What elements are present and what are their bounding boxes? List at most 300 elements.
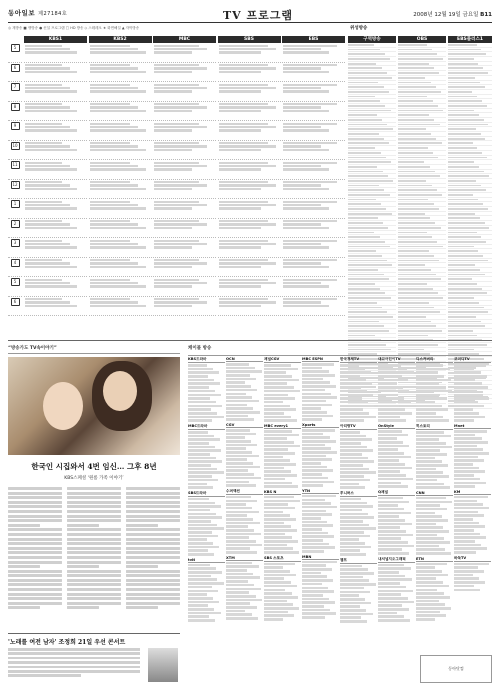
- cable-listing-line: [226, 433, 256, 436]
- cable-listing-line: [416, 570, 442, 573]
- program-slot: [218, 63, 281, 83]
- cable-listing-line: [454, 570, 484, 573]
- concert-text-line: [8, 652, 140, 655]
- cable-listing-line: [188, 453, 210, 456]
- cable-listing-line: [454, 574, 473, 577]
- cable-channel-name: 디스커버리: [416, 357, 453, 363]
- program-slot: [153, 43, 216, 63]
- cable-channel-block: [226, 489, 263, 554]
- cable-listing-line: [264, 563, 295, 566]
- cable-listing-line: [416, 611, 440, 614]
- listing-line: [154, 301, 207, 303]
- cable-listing-line: [264, 459, 290, 462]
- cable-listing-line: [302, 550, 324, 553]
- body-text-line: [126, 538, 180, 541]
- cable-listing-line: [340, 576, 363, 579]
- listing-line: [90, 67, 139, 69]
- cable-listing-line: [264, 574, 296, 577]
- cable-listing-line: [416, 563, 447, 566]
- listing-line: [25, 201, 62, 203]
- listing-line: [219, 298, 268, 300]
- body-text-line: [8, 565, 40, 568]
- listing-line: [154, 162, 199, 164]
- channel-column: [218, 36, 281, 336]
- listing-line: [25, 301, 70, 303]
- cable-listing-line: [264, 592, 292, 595]
- program-slot: [153, 82, 216, 102]
- listing-line: [283, 126, 321, 128]
- cable-listing-line: [340, 460, 374, 463]
- cable-listing-line: [302, 609, 330, 612]
- cable-listing-line: [188, 575, 211, 578]
- body-text-line: [126, 570, 180, 573]
- program-slot: [282, 63, 345, 83]
- cable-listing-line: [340, 471, 376, 474]
- cable-listing-line: [416, 603, 445, 606]
- listing-line: [25, 149, 77, 151]
- cable-listing-line: [378, 482, 401, 485]
- cable-listing-line: [264, 533, 285, 536]
- listing-line: [25, 259, 62, 261]
- cable-listing-line: [340, 435, 366, 438]
- listing-line: [154, 227, 192, 229]
- cable-listing-line: [378, 578, 412, 581]
- cable-listing-line: [302, 418, 322, 421]
- cable-listing-line: [226, 447, 246, 450]
- cable-listing-line: [302, 502, 331, 505]
- cable-listing-line: [302, 444, 325, 447]
- channel-header: MBC: [153, 36, 216, 43]
- cable-channel-block: [416, 557, 453, 621]
- listing-line: [154, 67, 207, 69]
- concert-text-line: [8, 648, 140, 651]
- cable-listing-line: [264, 585, 297, 588]
- listing-line: [154, 266, 192, 268]
- cable-listing-line: [454, 566, 478, 569]
- cable-listing-line: [264, 496, 294, 499]
- cable-listing-line: [416, 577, 436, 580]
- cable-listing-line: [226, 458, 247, 461]
- schedule-grid: [8, 36, 346, 336]
- body-text-line: [67, 524, 99, 527]
- cable-listing-line: [340, 368, 365, 371]
- body-text-line: [126, 574, 180, 577]
- body-text-line: [67, 492, 121, 495]
- channel-header: KBS2: [89, 36, 152, 43]
- cable-listing-line: [264, 470, 291, 473]
- listing-line: [283, 142, 337, 144]
- cable-listing-line: [340, 609, 366, 612]
- listing-line: [283, 298, 337, 300]
- cable-listing-line: [302, 462, 321, 465]
- cable-listing-line: [416, 508, 447, 511]
- cable-listing-line: [454, 581, 485, 584]
- listing-line: [90, 246, 147, 248]
- publication-name: [8, 8, 67, 17]
- listing-line: [283, 301, 321, 303]
- cable-listing-line: [188, 401, 216, 404]
- listing-line: [154, 84, 199, 86]
- listing-line: [219, 305, 261, 307]
- cable-listing-line: [264, 416, 291, 419]
- cable-listing-line: [416, 596, 450, 599]
- listing-line: [154, 259, 199, 261]
- listing-line: [283, 259, 337, 261]
- body-text-line: [126, 533, 180, 536]
- cable-listing-line: [340, 475, 364, 478]
- cable-listing-line: [226, 484, 256, 487]
- cable-listing-line: [264, 547, 293, 550]
- section-divider: [8, 340, 492, 341]
- listing-line: [90, 168, 147, 170]
- cable-listing-line: [188, 431, 208, 434]
- cable-channel-name: 한국경제TV: [340, 357, 377, 363]
- cable-listing-line: [226, 466, 260, 469]
- body-text-line: [8, 606, 40, 609]
- body-text-line: [8, 602, 62, 605]
- cable-listing-line: [378, 530, 406, 533]
- body-text-line: [8, 501, 62, 504]
- cable-channel-block: [454, 490, 491, 554]
- program-slot: [282, 199, 345, 219]
- cable-listing-line: [302, 440, 336, 443]
- cable-listing-line: [226, 462, 253, 465]
- listing-line: [219, 246, 261, 248]
- cable-listing-line: [416, 464, 448, 467]
- cable-listing-line: [340, 464, 363, 467]
- cable-listing-line: [226, 378, 256, 381]
- listing-line: [219, 301, 276, 303]
- concert-text-line: [8, 674, 81, 677]
- cable-channel-name: 대교어린이TV: [378, 357, 415, 363]
- cable-listing-line: [340, 565, 362, 568]
- cable-channel-name: 코미디TV: [454, 357, 491, 363]
- listing-line: [25, 223, 70, 225]
- body-text-line: [126, 496, 180, 499]
- cable-channel-block: [302, 423, 339, 487]
- cable-listing-line: [226, 573, 253, 576]
- listing-line: [90, 285, 147, 287]
- cable-listing-line: [188, 549, 208, 552]
- program-slot: [89, 258, 152, 278]
- cable-listing-line: [378, 456, 411, 459]
- cable-listing-line: [226, 588, 261, 591]
- cable-listing-line: [302, 568, 332, 571]
- program-slot: [282, 102, 345, 122]
- listing-line: [25, 106, 70, 108]
- cable-listing-line: [378, 485, 408, 488]
- cable-listing-line: [302, 411, 327, 414]
- cable-channel-name: 히스토리: [416, 424, 453, 430]
- listing-line: [90, 201, 131, 203]
- cable-listing-line: [226, 363, 249, 366]
- listing-line: [219, 227, 261, 229]
- listing-line: [219, 184, 276, 186]
- cable-listing-line: [454, 430, 487, 433]
- cable-listing-line: [264, 368, 298, 371]
- cable-listing-line: [378, 390, 409, 393]
- cable-listing-line: [264, 405, 290, 408]
- cable-listing-line: [416, 471, 443, 474]
- cable-listing-line: [416, 412, 436, 415]
- cable-listing-line: [264, 397, 295, 400]
- cable-channel-block: [264, 357, 301, 422]
- cable-column: [378, 357, 415, 683]
- cable-listing-line: [302, 499, 325, 502]
- program-slot: [153, 199, 216, 219]
- hour-slot: [8, 160, 22, 180]
- cable-channel-block: [416, 357, 453, 422]
- body-text-line: [8, 583, 62, 586]
- program-slot: [89, 82, 152, 102]
- cable-listing-line: [302, 539, 323, 542]
- cable-listing-line: [264, 485, 298, 488]
- listing-line: [154, 285, 192, 287]
- body-text-line: [8, 556, 62, 559]
- cable-listing-line: [226, 529, 254, 532]
- listing-line: [154, 123, 199, 125]
- cable-listing-line: [264, 589, 285, 592]
- cable-listing-line: [378, 593, 401, 596]
- hour-label: 12: [12, 181, 18, 187]
- listing-line: [25, 90, 77, 92]
- listing-line: [90, 262, 139, 264]
- cable-listing-line: [454, 470, 485, 473]
- cable-listing-line: [302, 601, 335, 604]
- body-text-line: [126, 579, 180, 582]
- body-text-line: [126, 487, 180, 490]
- time-column: [8, 36, 22, 336]
- listing-line: [283, 103, 337, 105]
- cable-listing-line: [416, 435, 451, 438]
- listing-line: [283, 305, 329, 307]
- cable-listing-line: [416, 394, 440, 397]
- cable-listing-line: [226, 606, 257, 609]
- concert-article: [8, 633, 180, 684]
- body-text-line: [67, 597, 121, 600]
- listing-line: [154, 262, 207, 264]
- cable-column: [188, 357, 225, 683]
- listing-line: [90, 123, 131, 125]
- body-text-line: [126, 505, 180, 508]
- program-slot: [282, 238, 345, 258]
- listing-line: [25, 262, 70, 264]
- cable-listing-line: [188, 375, 208, 378]
- cable-listing-line: [264, 503, 288, 506]
- body-text-line: [126, 583, 180, 586]
- hour-label: 7: [11, 83, 20, 91]
- listing-line: [90, 71, 147, 73]
- program-slot: [218, 277, 281, 297]
- section-title: TV 프로그램: [222, 9, 294, 22]
- listing-line: [283, 64, 337, 66]
- cable-listing-line: [226, 551, 257, 554]
- program-slot: [153, 141, 216, 161]
- listing-line: [283, 90, 329, 92]
- cable-column: [226, 357, 263, 683]
- cable-listing-line: [302, 543, 329, 546]
- cable-listing-line: [340, 486, 365, 489]
- cable-listing-line: [226, 473, 254, 476]
- cable-channel-name: MBC every1: [264, 424, 301, 429]
- program-slot: [218, 141, 281, 161]
- cable-listing-line: [378, 379, 408, 382]
- cable-listing-line: [454, 368, 474, 371]
- cable-listing-line: [264, 474, 297, 477]
- cable-listing-line: [264, 419, 297, 422]
- program-slot: [218, 121, 281, 141]
- hour-slot: [8, 82, 22, 102]
- body-text-line: [8, 538, 62, 541]
- cable-listing-line: [264, 607, 299, 610]
- listing-line: [283, 168, 329, 170]
- cable-listing-line: [340, 468, 369, 471]
- cable-listing-line: [188, 419, 212, 422]
- cable-listing-line: [302, 477, 328, 480]
- listing-line: [154, 110, 192, 112]
- cable-listing-line: [416, 548, 445, 551]
- cable-channel-block: [188, 424, 225, 489]
- cable-listing-line: [264, 394, 288, 397]
- cable-listing-line: [454, 382, 482, 385]
- cable-listing-line: [340, 390, 367, 393]
- listing-line: [154, 204, 207, 206]
- program-slot: [89, 180, 152, 200]
- cable-channel-name: tvN: [188, 558, 225, 563]
- cable-listing-line: [340, 568, 368, 571]
- listing-line: [25, 266, 77, 268]
- program-slot: [24, 277, 87, 297]
- cable-channel-block: [416, 424, 453, 489]
- cable-listing-line: [416, 379, 451, 382]
- satellite-column: [398, 36, 446, 336]
- cable-listing-line: [264, 596, 298, 599]
- cable-listing-line: [302, 521, 327, 524]
- cable-listing-line: [454, 525, 485, 528]
- program-slot: [282, 121, 345, 141]
- cable-listing-line: [454, 577, 479, 580]
- cable-listing-line: [378, 582, 400, 585]
- listing-line: [219, 84, 268, 86]
- hour-label: 2: [11, 220, 20, 228]
- listing-line: [154, 220, 199, 222]
- cable-listing-line: [378, 474, 406, 477]
- listing-line: [219, 165, 276, 167]
- cable-listing-line: [416, 501, 452, 504]
- body-text-line: [67, 547, 121, 550]
- cable-listing-line: [416, 541, 450, 544]
- listing-line: [219, 162, 268, 164]
- cable-listing-line: [188, 546, 219, 549]
- cable-channel-name: 바둑TV: [454, 556, 491, 562]
- cable-listing-line: [302, 546, 335, 549]
- listing-line: [219, 48, 276, 50]
- symbol-legend: ◎ 재방송 ■ 생방송 ● 신설 프로그램 □ HD 방송 ◇ 스테레오 ★ 화면해설 ▲ 자막방송: [8, 26, 140, 30]
- cable-listing-line: [264, 441, 294, 444]
- cable-listing-line: [454, 551, 476, 554]
- program-slot: [89, 277, 152, 297]
- program-slot: [153, 102, 216, 122]
- cable-channel-block: [378, 490, 415, 555]
- listing-line: [154, 298, 199, 300]
- listing-line: [154, 129, 192, 131]
- cable-channel-block: [264, 490, 301, 554]
- listing-line: [90, 106, 139, 108]
- cable-channel-name: SBS 스포츠: [264, 556, 301, 562]
- cable-listing-line: [416, 368, 450, 371]
- cable-listing-line: [264, 448, 288, 451]
- cable-listing-line: [188, 571, 222, 574]
- listing-line: [154, 106, 207, 108]
- cable-column: [264, 357, 301, 683]
- body-text-line: [8, 561, 62, 564]
- cable-listing-line: [340, 538, 359, 541]
- cable-listing-line: [378, 552, 409, 555]
- cable-listing-line: [188, 483, 207, 486]
- cable-channel-block: [340, 357, 377, 422]
- cable-listing-line: [264, 371, 286, 374]
- listing-line: [90, 145, 139, 147]
- program-slot: [89, 297, 152, 317]
- cable-listing-line: [378, 445, 409, 448]
- cable-channel-block: [264, 424, 301, 488]
- channel-header: KBS1: [24, 36, 87, 43]
- cable-listing-line: [226, 381, 245, 384]
- cable-listing-line: [416, 607, 451, 610]
- body-text-line: [67, 556, 121, 559]
- cable-listing-line: [416, 386, 446, 389]
- body-text-line: [67, 515, 121, 518]
- cable-channel-name: KBS N: [264, 490, 301, 495]
- cable-channel-grid: [188, 357, 492, 683]
- body-text-line: [126, 519, 180, 522]
- body-text-line: [67, 579, 121, 582]
- cable-listing-line: [454, 467, 479, 470]
- listing-line: [90, 64, 131, 66]
- listing-line: [154, 168, 192, 170]
- listing-line: [283, 285, 329, 287]
- listing-line: [90, 126, 139, 128]
- program-slot: [282, 43, 345, 63]
- listing-line: [154, 45, 199, 47]
- listing-line: [283, 145, 321, 147]
- cable-listing-line: [378, 526, 400, 529]
- body-text-line: [67, 565, 99, 568]
- listing-line: [25, 64, 62, 66]
- listing-line: [25, 204, 70, 206]
- cable-listing-line: [188, 505, 221, 508]
- cable-listing-line: [340, 394, 373, 397]
- cable-listing-line: [416, 614, 446, 617]
- cable-listing-line: [188, 449, 221, 452]
- cable-listing-line: [378, 368, 407, 371]
- body-text-line: [8, 551, 62, 554]
- cable-listing-line: [264, 375, 292, 378]
- cable-listing-line: [264, 412, 284, 415]
- cable-listing-line: [264, 445, 300, 448]
- cable-listing-line: [378, 512, 411, 515]
- cable-listing-line: [188, 520, 211, 523]
- cable-listing-line: [188, 475, 212, 478]
- cable-listing-line: [264, 401, 283, 404]
- cable-listing-line: [454, 405, 484, 408]
- cable-listing-line: [454, 448, 483, 451]
- cable-listing-line: [226, 415, 248, 418]
- cable-listing-line: [416, 530, 449, 533]
- listing-line: [25, 110, 77, 112]
- cable-listing-line: [188, 435, 214, 438]
- body-text-line: [67, 606, 99, 609]
